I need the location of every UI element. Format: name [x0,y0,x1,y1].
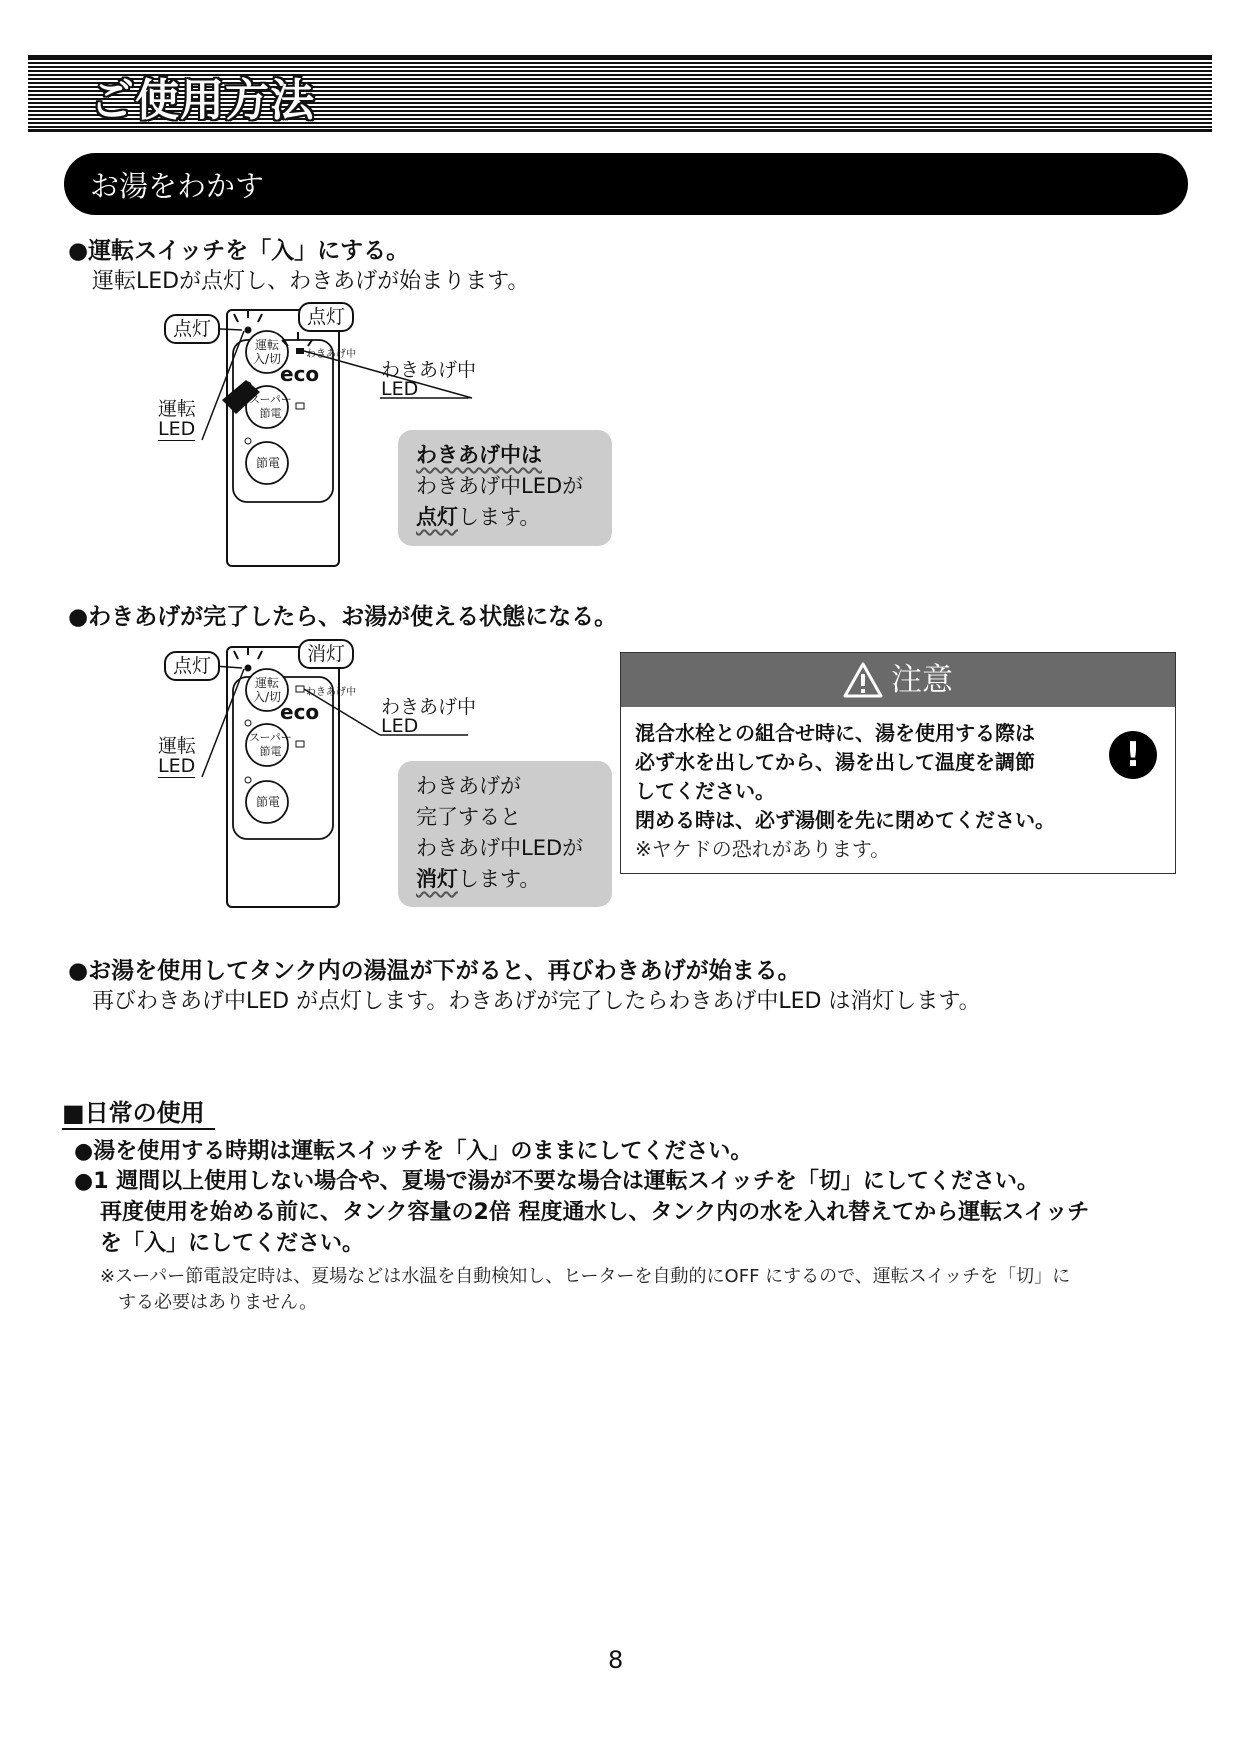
daily-item1: ●湯を使用する時期は運転スイッチを「入」のままにしてください。 [74,1139,753,1164]
run-led-label-line2: LED [158,755,196,777]
complete-note-line3: わきあげ中LEDが [416,836,584,860]
complete-note-rest: します。 [458,867,541,891]
heating-note-line3 [416,502,594,533]
caution-line5: ※ヤケドの恐れがあります。 [635,837,891,861]
wakiage-tiny-label: わきあげ中 [306,349,356,360]
heating-note-bold: 点灯 [416,505,458,529]
step2-heading: ●わきあげが完了したら、お湯が使える状態になる。 [68,604,618,630]
heating-led-label-line1: わきあげ中 [381,359,477,381]
daily-note-line2: する必要はありません。 [118,1292,318,1313]
complete-note-line1: わきあげが [416,774,521,798]
heating-led-label-line2: LED [381,378,419,400]
save-label: 節電 [256,456,281,470]
complete-note-line2: 完了すると [416,805,521,829]
heating-led-label-line1: わきあげ中 [381,696,477,718]
caution-body [635,719,1055,864]
run-led-label-line2: LED [158,418,196,440]
step1-text: 運転LEDが点灯し、わきあげが始まります。 [92,269,530,294]
run-led-label-line1: 運転 [158,398,197,420]
remote-diagram-2 [150,637,620,909]
led-on-label-left: 点灯 [164,314,220,344]
run-switch-label: 運転 入/切 [253,676,282,704]
eco-label: eco [280,700,320,724]
led-on-label-left: 点灯 [164,651,220,681]
heating-note-line1: わきあげ中は [416,443,542,467]
super-save-label: スーパー 節電 [249,731,292,758]
heating-note-line2: わきあげ中LEDが [416,474,584,498]
step3-text: 再びわきあげ中LED が点灯します。わきあげが完了したらわきあげ中LED は消灯します。 [92,989,981,1014]
page-title: ご使用方法 [90,75,315,126]
caution-title: 注意 [891,662,953,698]
save-label: 節電 [256,795,281,809]
heating-led-label-line2: LED [381,715,419,737]
daily-item2-line2: 再度使用を始める前に、タンク容量の2倍 程度通水し、タンク内の水を入れ替えてから運転スイッチ [100,1200,1090,1225]
page-header [28,55,1212,132]
caution-line3: してください。 [635,779,775,803]
complete-note-bold: 消灯 [416,867,458,891]
eco-label: eco [280,362,320,386]
wakiage-tiny-label: わきあげ中 [306,687,356,698]
caution-line1: 混合水栓との組合せ時に、湯を使用する際は [635,721,1035,745]
page-number: 8 [608,1646,624,1674]
step1-heading: ●運転スイッチを「入」にする。 [68,238,410,264]
run-switch-label: 運転 入/切 [253,338,282,366]
heating-note-box [398,430,612,546]
caution-header [621,653,1175,707]
daily-item2-line3: を「入」にしてください。 [100,1231,365,1256]
caution-line4: 閉める時は、必ず湯側を先に閉めてください。 [635,808,1055,832]
warning-triangle-icon [843,662,883,698]
super-save-label: スーパー 節電 [249,393,292,420]
exclamation-icon: ! [1109,731,1157,779]
section-title-bar [64,153,1188,215]
complete-note-box [398,761,612,907]
caution-box [620,652,1176,874]
complete-note-line4 [416,864,594,895]
section-title: お湯をわかす [90,169,265,203]
led-off-label-top: 消灯 [298,639,354,669]
step3-heading: ●お湯を使用してタンク内の湯温が下がると、再びわきあげが始まる。 [68,958,801,984]
daily-item2-line1: ●1 週間以上使用しない場合や、夏場で湯が不要な場合は運転スイッチを「切」にしてください。 [74,1169,1039,1194]
run-led-label-line1: 運転 [158,735,197,757]
caution-line2: 必ず水を出してから、湯を出して温度を調節 [635,750,1035,774]
heating-note-rest: します。 [458,505,541,529]
daily-use-title: ■日常の使用 [62,1093,215,1130]
led-on-label-top: 点灯 [298,302,354,332]
remote-diagram-1 [150,300,620,568]
daily-note-line1: ※スーパー節電設定時は、夏場などは水温を自動検知し、ヒーターを自動的にOFF にするので、運転スイッチを「切」に [100,1266,1071,1287]
